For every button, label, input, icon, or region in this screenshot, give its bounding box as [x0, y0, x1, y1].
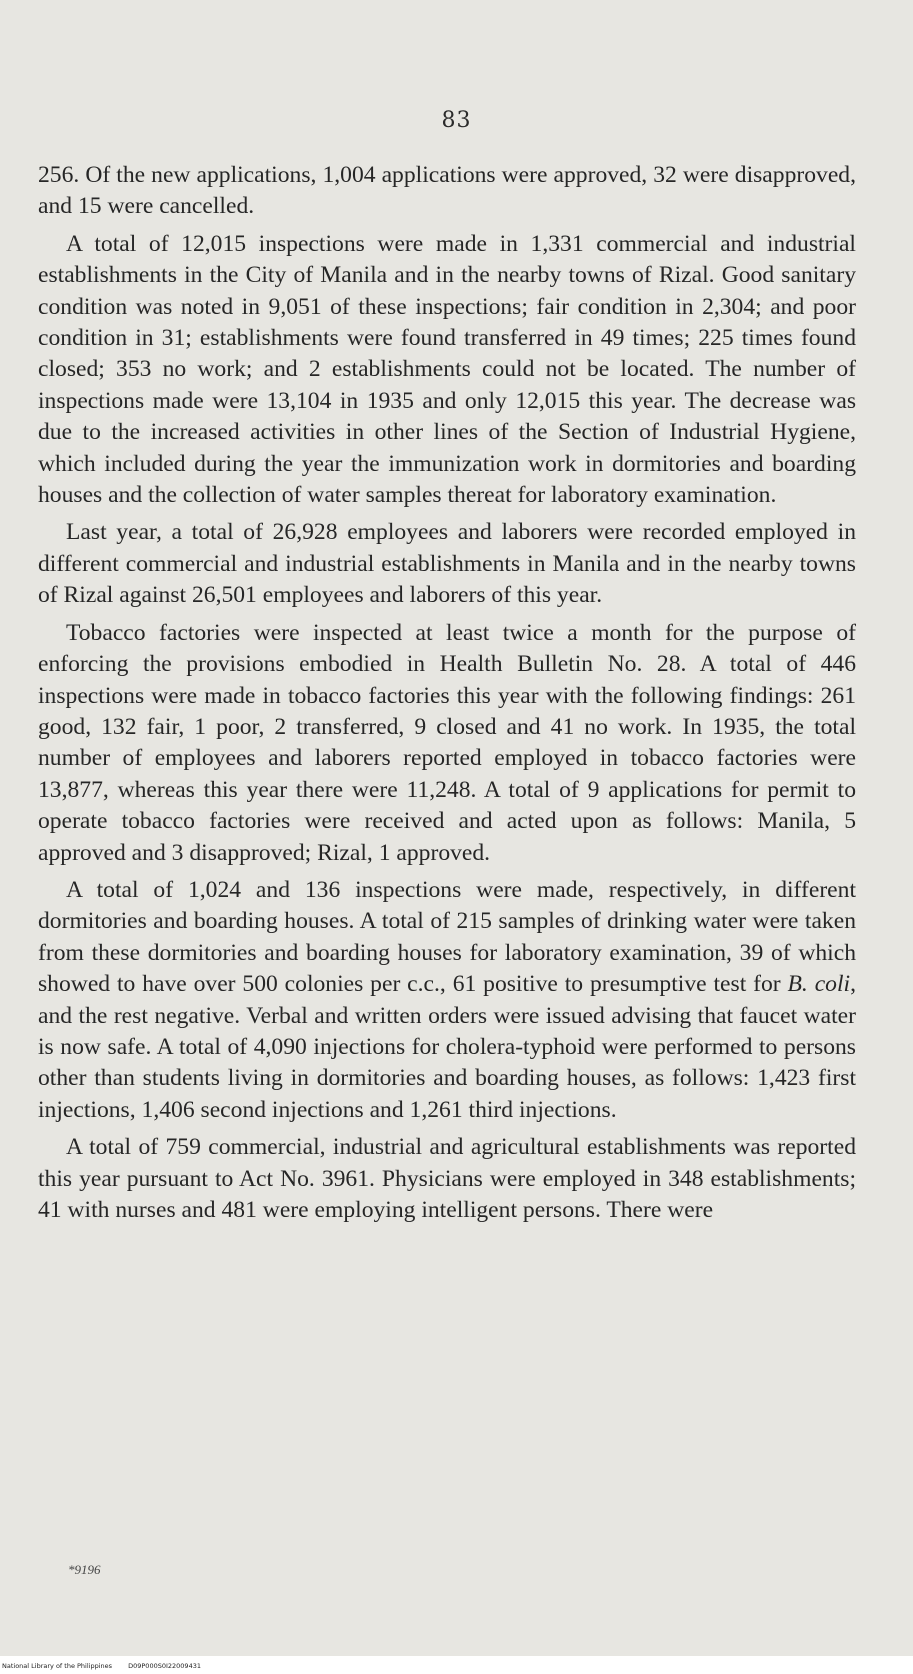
paragraph-3: Last year, a total of 26,928 employees and laborers were recorded employed in different commercial and industrial establishments in Manila and in the nearby towns of Rizal against 26,501 employees and laborers of this year.: [38, 519, 856, 609]
scan-caption: [2, 1662, 215, 1670]
paragraph-2: A total of 12,015 inspections were made in 1,331 commercial and industrial establishments in the City of Manila and in the nearby towns of Rizal. Good sanitary condition was noted in 9,051 of these inspections; fair condition in 2,304; and poor condition in 31; establishments were found transferred in 49 times; 225 times found closed; 353 no work; and 2 establishments could not be located. The number of inspections made were 13,104 in 1935 and only 12,015 this year. The decrease was due to the increased activities in other lines of the Section of Industrial Hygiene, which included during the year the immunization work in dormitories and boarding houses and the collection of water samples thereat for laboratory examination.: [38, 230, 856, 509]
paragraph-6: A total of 759 commercial, industrial and agricultural establishments was reported this year pursuant to Act No. 3961. Physicians were employed in 348 establishments; 41 with nurses and 481 were employing intelligent persons. There were: [38, 1134, 856, 1223]
organism-name: B. coli: [787, 971, 851, 998]
page-number: 83: [441, 108, 472, 133]
paragraph-4: Tobacco factories were inspected at least twice a month for the purpose of enforcing the provisions embodied in Health Bulletin No. 28. A total of 446 inspections were made in tobacco factories this year with the following findings: 261 good, 132 fair, 1 poor, 2 transferred, 9 closed and 41 no work. In 1935, the total number of employees and laborers reported employed in tobacco factories were 13,877, whereas this year there were 11,248. A total of 9 applications for permit to operate tobacco factories were received and acted upon as follows: Manila, 5 approved and 3 disapproved; Rizal, 1 approved.: [38, 619, 856, 866]
body-text: [38, 160, 856, 1232]
paragraph-5: A total of 1,024 and 136 inspections were made, respectively, in different dormitories and boarding houses. A total of 215 samples of drinking water were taken from these dormitories and boarding houses for laboratory examination, 39 of which showed to have over 500 colonies per c.c., 61 positive to presumptive test for B. coli, and the rest negative. Verbal and written orders were issued advising that faucet water is now safe. A total of 4,090 injections for cholera-typhoid were performed to persons other than students living in dormitories and boarding houses, as follows: 1,423 first injections, 1,406 second injections and 1,261 third injections.: [38, 876, 856, 1123]
scan-caption-strip: [0, 1656, 913, 1674]
printer-mark: *9196: [68, 1562, 101, 1577]
paragraph-1: 256. Of the new applications, 1,004 applications were approved, 32 were disapproved, and 15 were cancelled.: [38, 162, 856, 220]
library-name: National Library of the Philippines: [2, 1662, 113, 1670]
scan-code: D09P000S0I22009431: [128, 1662, 201, 1670]
